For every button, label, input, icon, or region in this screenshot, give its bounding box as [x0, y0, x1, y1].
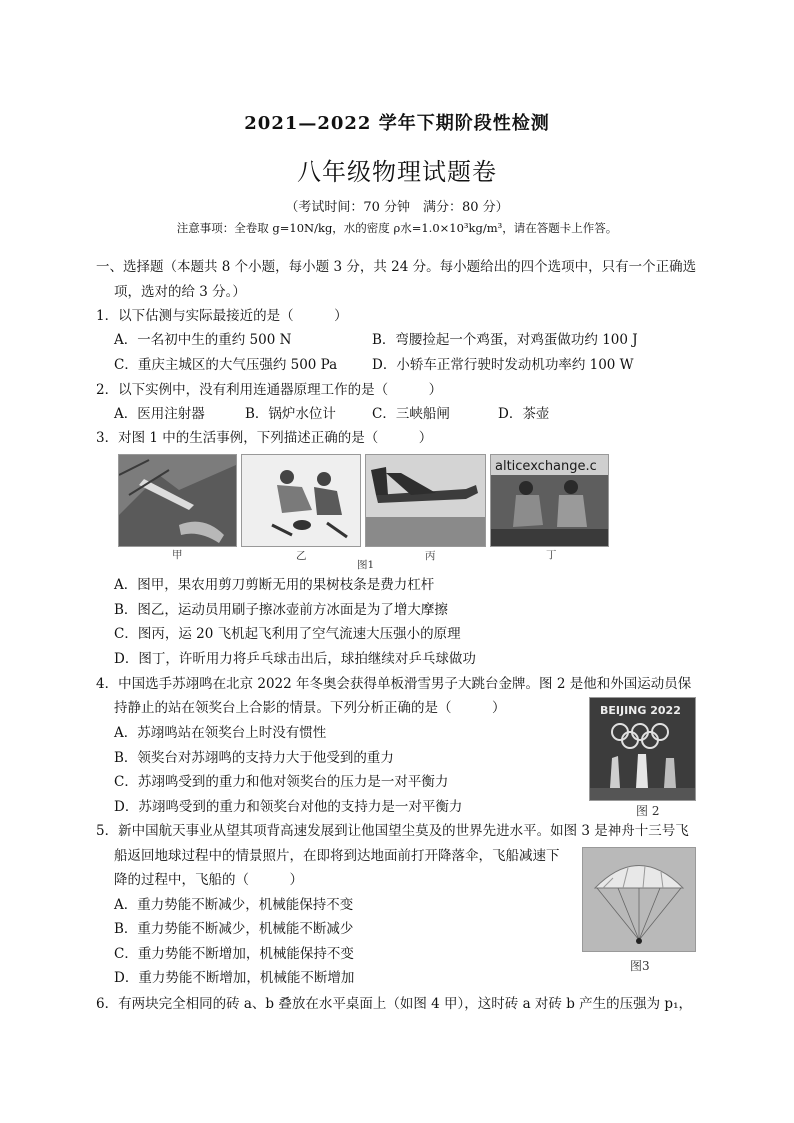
exam-info: （考试时间：70 分钟 满分：80 分） [285, 200, 509, 215]
q2-option-d: D．茶壶 [498, 406, 550, 422]
q6-stem-line1: 6．有两块完全相同的砖 a、b 叠放在水平桌面上（如图 4 甲），这时砖 a 对砖 b 产生的压强为 p₁， [96, 996, 692, 1012]
q3-option-d: D．图丁，许昕用力将乒乓球击出后，球拍继续对乒乓球做功 [114, 651, 476, 667]
figure2-label: 图 2 [636, 804, 660, 818]
exam-title: 2021—2022 学年下期阶段性检测 [244, 113, 550, 134]
q2-option-c: C．三峡船闸 [372, 406, 450, 422]
q1-stem: 1．以下估测与实际最接近的是（ ） [96, 308, 348, 324]
figure1-label: 图1 [357, 559, 375, 571]
q4-option-c: C．苏翊鸣受到的重力和他对领奖台的压力是一对平衡力 [114, 774, 449, 790]
q1-option-d: D．小轿车正常行驶时发动机功率约 100 W [372, 357, 634, 373]
figure3-parachute-photo [582, 847, 696, 952]
curling-icon [242, 455, 360, 546]
q5-option-c: C．重力势能不断增加，机械能保持不变 [114, 946, 354, 962]
q4-option-a: A．苏翊鸣站在领奖台上时没有惯性 [114, 725, 327, 741]
q1-option-b: B．弯腰捡起一个鸡蛋，对鸡蛋做功约 100 J [372, 332, 638, 348]
figure1-caption-bing: 丙 [425, 550, 436, 562]
q5-stem-line2: 船返回地球过程中的情景照片，在即将到达地面前打开降落伞，飞船减速下 [114, 848, 560, 864]
q5-option-a: A．重力势能不断减少，机械能保持不变 [114, 897, 354, 913]
q2-option-b: B．锅炉水位计 [245, 406, 336, 422]
table-tennis-icon [491, 455, 608, 546]
figure2-podium-photo [589, 697, 696, 801]
q2-stem: 2．以下实例中，没有利用连通器原理工作的是（ ） [96, 382, 443, 398]
figure1-aircraft-photo [365, 454, 486, 547]
figure1-caption-jia: 甲 [172, 549, 183, 561]
q3-option-b: B．图乙，运动员用刷子擦冰壶前方冰面是为了增大摩擦 [114, 602, 448, 618]
q1-option-a: A．一名初中生的重约 500 N [114, 332, 292, 348]
sponsor-sign: alticexchange.c [495, 459, 597, 474]
airplane-icon [366, 455, 485, 546]
q1-option-c: C．重庆主城区的大气压强约 500 Pa [114, 357, 338, 373]
q4-option-b: B．领奖台对苏翊鸣的支持力大于他受到的重力 [114, 750, 394, 766]
beijing-banner: BEIJING 2022 [600, 704, 681, 717]
figure1-caption-yi: 乙 [296, 550, 307, 562]
figure1-caption-ding: 丁 [546, 549, 557, 561]
q5-stem-line1: 5．新中国航天事业从望其项背高速发展到让他国望尘莫及的世界先进水平。如图 3 是神舟十三号飞 [96, 823, 689, 839]
olympic-podium-icon [590, 698, 695, 800]
figure1-tabletennis-photo [490, 454, 609, 547]
q4-stem-line2: 持静止的站在领奖台上合影的情景。下列分析正确的是（ ） [114, 700, 506, 716]
figure1-pruning-photo [118, 454, 237, 547]
q3-stem: 3．对图 1 中的生活事例，下列描述正确的是（ ） [96, 430, 433, 446]
q5-stem-line3: 降的过程中，飞船的（ ） [114, 872, 303, 888]
q2-option-a: A．医用注射器 [114, 406, 205, 422]
q4-stem-line1: 4．中国选手苏翊鸣在北京 2022 年冬奥会获得单板滑雪男子大跳台金牌。图 2 是他和外国运动员保 [96, 676, 692, 692]
notice: 注意事项：全卷取 g=10N/kg，水的密度 ρ水=1.0×10³kg/m³，请在答题卡上作答。 [176, 221, 618, 235]
figure1-curling-photo [241, 454, 361, 547]
parachute-icon [583, 848, 695, 951]
q5-option-d: D．重力势能不断增加，机械能不断增加 [114, 970, 355, 986]
section-heading-cont: 项，选对的给 3 分。） [114, 284, 246, 300]
section-heading: 一、选择题（本题共 8 个小题，每小题 3 分，共 24 分。每小题给出的四个选项中，只有一个正确选 [96, 259, 697, 275]
q3-option-c: C．图丙，运 20 飞机起飞利用了空气流速大压强小的原理 [114, 626, 461, 642]
paper-title: 八年级物理试题卷 [297, 158, 497, 186]
figure3-label: 图3 [630, 959, 650, 973]
pruning-shears-icon [119, 455, 236, 546]
q5-option-b: B．重力势能不断减少，机械能不断减少 [114, 921, 354, 937]
q3-option-a: A．图甲，果农用剪刀剪断无用的果树枝条是费力杠杆 [114, 577, 435, 593]
q4-option-d: D．苏翊鸣受到的重力和领奖台对他的支持力是一对平衡力 [114, 799, 463, 815]
